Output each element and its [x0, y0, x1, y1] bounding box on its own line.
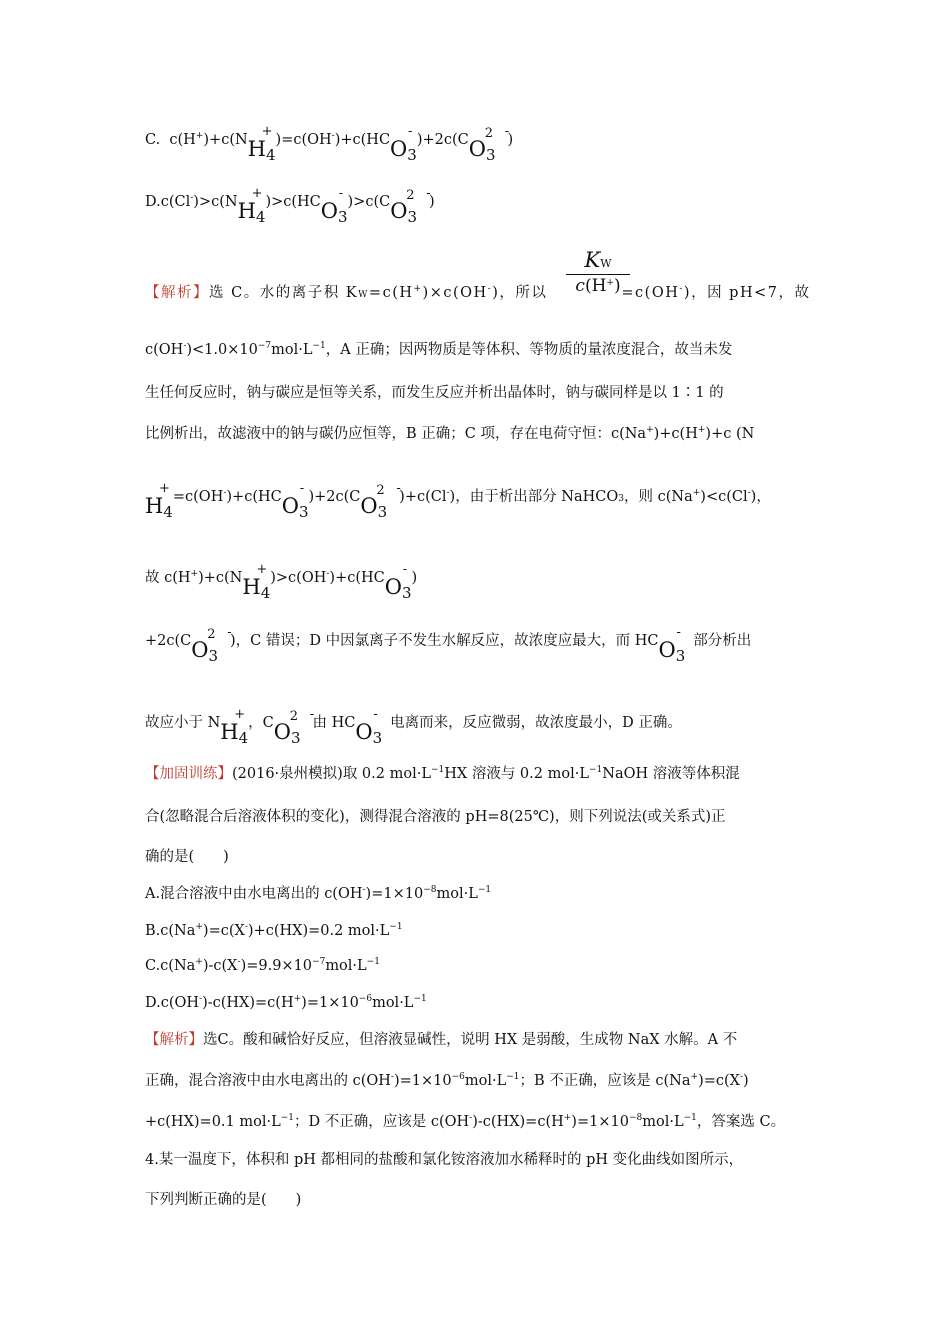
- analysis-line-6: 故 c(H+)+c(NH4 + )>c(OH-)+c(HCO3 - ): [145, 562, 418, 602]
- analysis-line-3: 生任何反应时，钠与碳应是恒等关系，而发生反应并析出晶体时，钠与碳同样是以 1∶1 的: [145, 385, 724, 401]
- o3-ion: O3 -: [658, 625, 686, 665]
- o3-2-ion: O 2 3 -: [191, 625, 232, 665]
- option-d: D.c(Cl-)>c(NH4 + )>c(HCO3 - )>c(CO 2 3 - ): [145, 186, 435, 226]
- nh4-ion: H4 +: [237, 186, 266, 226]
- analysis-tag: 【解析】: [145, 285, 209, 301]
- practice-option-b: B.c(Na+)=c(X-)+c(HX)=0.2 $mol\cdot L^{-1}$: [145, 922, 403, 939]
- analysis-line-5: H4 + =c(OH-)+c(HCO3 - )+2c(CO 2 3 - )+c(Cl-)，由于析出部分 NaHCO3，则 c(Na+)<c(Cl-)，: [145, 481, 771, 521]
- analysis2-line-3: +c(HX)=0.1 $mol\cdot L^{-1}$；D 不正确，应该是 $c(OH^-)-c(HX)=c(H^+)=1\times 10^{-8}mol\cdot L^{-1}$，答案选 C。: [145, 1113, 786, 1130]
- analysis-line-2: $c(OH^-)<1.0\times 10^{-7}mol\cdot L^{-1}$，A 正确；因两物质是等体积、等物质的量浓度混合，故当未发: [145, 341, 733, 358]
- question-4-line-2: 下列判断正确的是( ): [145, 1192, 302, 1208]
- analysis2-line-1: 【解析】选C。酸和碱恰好反应，但溶液显碱性，说明 HX 是弱酸，生成物 NaX 水解。A 不: [145, 1032, 738, 1048]
- analysis-line-1: 【解析】选 C。水的离子积 KW=c(H+)×c(OH-)，所以 =c(OH-)，因 pH<7，故: [145, 284, 811, 301]
- practice-line-1: 【加固训练】(2016·泉州模拟)取 0.2 $mol\cdot L^{-1}HX$ 溶液与 0.2 $mol\cdot L^{-1}NaOH$ 溶液等体积混: [145, 765, 740, 782]
- o3-ion: O3 -: [320, 186, 348, 226]
- practice-line-3: 确的是( ): [145, 849, 229, 865]
- nh4-ion: H4 +: [247, 124, 276, 164]
- kw-fraction: KW c(H+): [566, 248, 630, 296]
- analysis2-tag: 【解析】: [145, 1032, 203, 1048]
- question-4-line-1: 4.某一温度下，体积和 pH 都相同的盐酸和氯化铵溶液加水稀释时的 pH 变化曲线如图所示，: [145, 1152, 744, 1168]
- o3-ion: O3 -: [355, 707, 383, 747]
- o3-2-ion: O 2 3 -: [390, 186, 431, 226]
- o3-2-ion: O 2 3 -: [273, 707, 315, 747]
- o3-ion: O3 -: [384, 562, 412, 602]
- analysis-line-4: 比例析出，故滤液中的钠与碳仍应恒等，B 正确；C 项，存在电荷守恒：c(Na+)+c(H+)+c (N: [145, 425, 755, 442]
- practice-line-2: 合(忽略混合后溶液体积的变化)，测得混合溶液的 pH=8(25℃)，则下列说法(或关系式)正: [145, 809, 726, 825]
- nh4-ion: H4 +: [145, 481, 173, 521]
- option-c: C. c(H+)+c(NH4 + )=c(OH-)+c(HCO3 - )+2c(CO 2 3 - ): [145, 124, 514, 164]
- o3-2-ion: O 2 3 -: [360, 481, 401, 521]
- practice-option-c: $C.c(Na^+)-c(X^-)=9.9\times 10^{-7}mol\cdot L^{-1}$: [145, 957, 380, 974]
- practice-option-a: A.混合溶液中由水电离出的 $c(OH^-)=1\times 10^{-8}mol\cdot L^{-1}$: [145, 885, 492, 902]
- analysis2-line-2: 正确，混合溶液中由水电离出的 $c(OH^-)=1\times 10^{-6}mol\cdot L^{-1}$；B 不正确，应该是 c(Na+)=c(X-): [145, 1072, 749, 1089]
- nh4-ion: H4 +: [242, 562, 271, 602]
- o3-2-ion: O 2 3 -: [468, 124, 510, 164]
- analysis-line-7: +2c(CO 2 3 - )，C 错误；D 中因氯离子不发生水解反应，故浓度应最大，而 HCO3 - 部分析出: [145, 625, 752, 665]
- analysis-line-8: 故应小于 NH4 + ，CO 2 3 - 由 HCO3 - 电离而来，反应微弱，故浓度最小，D 正确。: [145, 707, 682, 747]
- nh4-ion: H4 +: [220, 707, 249, 747]
- practice-option-d: $D.c(OH^-)-c(HX)=c(H^+)=1\times 10^{-6}mol\cdot L^{-1}$: [145, 994, 427, 1011]
- o3-ion: O3 -: [390, 124, 417, 164]
- practice-tag: 【加固训练】: [145, 766, 232, 782]
- o3-ion: O3 -: [281, 481, 309, 521]
